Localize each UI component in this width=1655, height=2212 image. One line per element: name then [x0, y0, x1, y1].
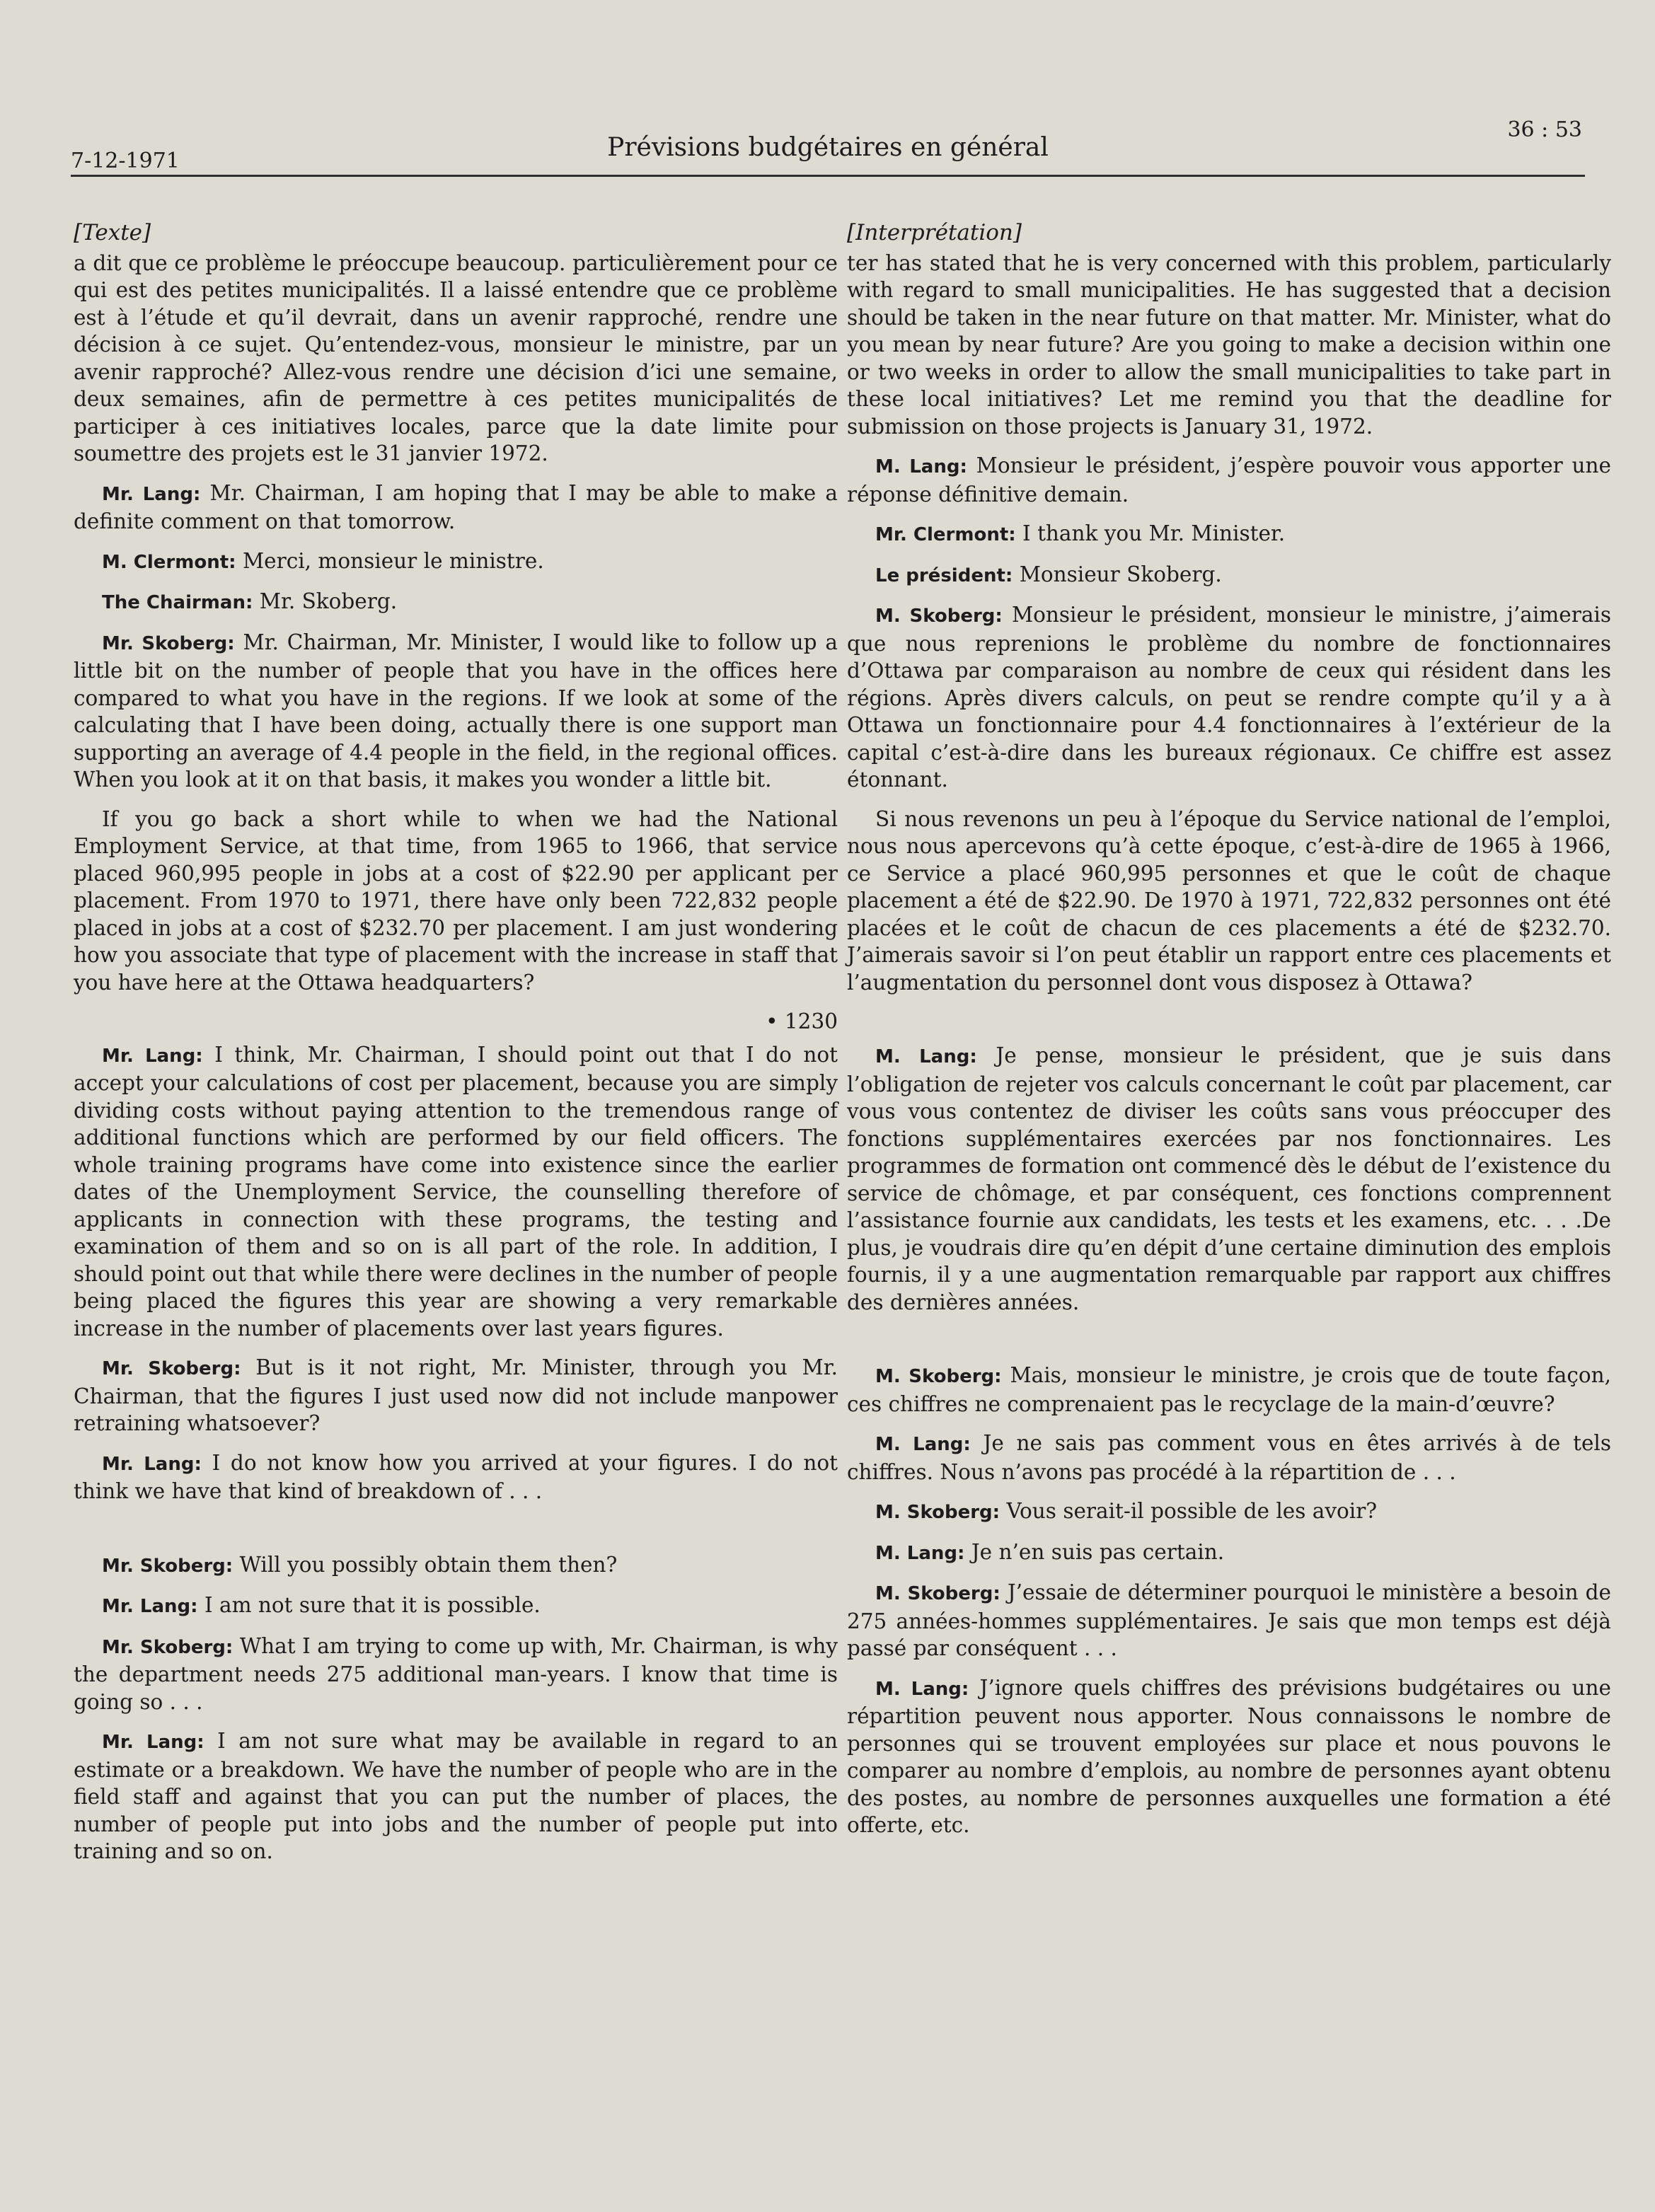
paragraph: ter has stated that he is very concerned with this problem, particularly with regard to small municipalities. He has suggested that a decision should be taken in the near future on that matter. Mr. Minister, what do you mean by near future? Are you going to make a decision within one or two weeks in order to allow the small municipalities to take part in these local initiatives? Let me remind you that the deadline for submission on those projects is January 31, 1972.	[847, 250, 1611, 439]
speech-text: I am not sure what may be available in regard to an estimate or a breakdown. We have the number of people who are in the field staff and against that you can put the number of places, the number of people put into jobs and the number of people put into training and so on.	[74, 1729, 838, 1863]
speaker-name: Mr. Lang:	[102, 1596, 198, 1617]
speaker-name: M. Skoberg:	[875, 1366, 1002, 1387]
speech-paragraph	[74, 548, 838, 577]
speech-text: I am not sure that it is possible.	[204, 1593, 541, 1617]
speaker-name: M. Clermont:	[102, 551, 236, 573]
header-date: 7-12-1971	[71, 149, 180, 173]
speech-paragraph	[74, 629, 838, 794]
header-rule	[71, 175, 1585, 177]
speech-text: Monsieur Skoberg.	[1019, 562, 1222, 586]
speaker-name: Mr. Lang:	[102, 1045, 203, 1067]
header-title: Prévisions budgétaires en général	[607, 133, 1049, 162]
speech-text: J’essaie de déterminer pourquoi le ministère a besoin de 275 années-hommes supplémentaires. Je sais que mon temps est déjà passé par conséquent . . .	[847, 1580, 1611, 1660]
speech-paragraph	[847, 1042, 1611, 1316]
left-column-english	[74, 219, 838, 1877]
right-column-french	[847, 219, 1611, 1851]
speech-text: But is it not right, Mr. Minister, through you Mr. Chairman, that the figures I just used now did not include manpower retraining whatsoever?	[74, 1355, 838, 1435]
speaker-name: Mr. Lang:	[102, 1453, 202, 1475]
page-number: 36 : 53	[1507, 117, 1582, 142]
spacer	[847, 1008, 1611, 1042]
speech-paragraph	[74, 480, 838, 535]
speaker-name: Mr. Skoberg:	[102, 1358, 241, 1379]
speech-text: Je pense, monsieur le président, que je suis dans l’obligation de rejeter vos calculs concernant le coût par placement, car vous vous contentez de diviser les coûts sans vous préoccuper des fonctions supplémentaires exercées par nos fonctionnaires. Les programmes de formation ont commencé dès le début de l’existence du service de chômage, et par conséquent, ces fonctions comprennent l’assistance fournie aux candidats, les tests et les examens, etc. . . .De plus, je voudrais dire qu’en dépit d’une certaine diminution des emplois fournis, il y a une augmentation remarquable par rapport aux chiffres des dernières années.	[847, 1043, 1611, 1314]
speech-paragraph	[74, 1633, 838, 1716]
speech-text: What I am trying to come up with, Mr. Chairman, is why the department needs 275 additional man-years. I know that time is going so . . .	[74, 1633, 838, 1714]
speech-text: I do not know how you arrived at your figures. I do not think we have that kind of breakdown of . . .	[74, 1450, 838, 1503]
speech-text: I think, Mr. Chairman, I should point out that I do not accept your calculations of cost per placement, because you are simply dividing costs without paying attention to the tremendous range of additional functions which are performed by our field officers. The whole training programs have come into existence since the earlier dates of the Unemployment Service, the counselling therefore of applicants in connection with these programs, the testing and examination of them and so on is all part of the role. In addition, I should point out that while there were declines in the number of people being placed the figures this year are showing a very remarkable increase in the number of placements over last years figures.	[74, 1042, 838, 1340]
speech-text: Je n’en suis pas certain.	[971, 1539, 1225, 1564]
speaker-name: M. Lang:	[875, 1678, 969, 1700]
speech-text: Mr. Chairman, I am hoping that I may be able to make a definite comment on that tomorrow.	[74, 480, 838, 533]
speech-text: Vous serait-il possible de les avoir?	[1006, 1499, 1378, 1523]
speaker-name: M. Lang:	[875, 1046, 977, 1067]
speaker-name: Mr. Lang:	[102, 483, 201, 505]
speech-paragraph	[847, 1674, 1611, 1839]
spacer	[847, 1328, 1611, 1362]
speech-paragraph	[847, 1579, 1611, 1662]
paragraph: If you go back a short while to when we had the National Employment Service, at that time, from 1965 to 1966, that service placed 960,995 people in jobs at a cost of $22.90 per applicant per placement. From 1970 to 1971, there have only been 722,832 people placed in jobs at a cost of $232.70 per placement. I am just wondering how you associate that type of placement with the increase in staff that you have here at the Ottawa headquarters?	[74, 806, 838, 995]
speaker-name: M. Skoberg:	[875, 1583, 1001, 1604]
speech-paragraph	[74, 1727, 838, 1865]
speech-paragraph	[847, 452, 1611, 508]
speaker-name: Mr. Skoberg:	[102, 632, 235, 654]
speech-paragraph	[847, 1539, 1611, 1568]
speaker-name: Le président:	[875, 564, 1013, 586]
speech-paragraph	[847, 1362, 1611, 1418]
section-label-interpretation: [Interprétation]	[847, 220, 1022, 245]
speech-paragraph	[74, 1041, 838, 1343]
page-header	[71, 117, 1585, 177]
spacer	[74, 1517, 838, 1551]
speech-paragraph	[847, 1430, 1611, 1486]
speech-text: Monsieur le président, j’espère pouvoir vous apporter une réponse définitive demain.	[847, 453, 1611, 506]
speech-text: Mais, monsieur le ministre, je crois que de toute façon, ces chiffres ne comprenaient pas le recyclage de la main-d’œuvre?	[847, 1363, 1611, 1416]
speech-text: Monsieur le président, monsieur le ministre, j’aimerais que nous reprenions le problème du nombre de fonctionnaires d’Ottawa par comparaison au nombre de ceux qui résident dans les régions. Après divers calculs, on peut se rendre compte qu’il y a à Ottawa un fonctionnaire pour 4.4 fonctionnaires à l’extérieur de la capital c’est-à-dire dans les bureaux régionaux. Ce chiffre est assez étonnant.	[847, 603, 1611, 792]
speaker-name: Mr. Skoberg:	[102, 1555, 233, 1577]
speech-text: I thank you Mr. Minister.	[1022, 521, 1286, 545]
section-label-texte: [Texte]	[74, 220, 151, 245]
speech-text: Je ne sais pas comment vous en êtes arrivés à de tels chiffres. Nous n’avons pas procédé à la répartition de . . .	[847, 1431, 1611, 1484]
speaker-name: M. Lang:	[875, 1434, 971, 1455]
speaker-name: Mr. Clermont:	[875, 524, 1016, 545]
speech-paragraph	[847, 601, 1611, 794]
paragraph: Si nous revenons un peu à l’époque du Service national de l’emploi, nous nous apercevons qu’à cette époque, c’est-à-dire de 1965 à 1966, ce Service a placé 960,995 personnes et que le coût de chaque placement a été de $22.90. De 1970 à 1971, 722,832 personnes ont été placées et le coût de chacun de ces placements a été de $232.70. J’aimerais savoir si l’on peut établir un rapport entre ces placements et l’augmentation du personnel dont vous disposez à Ottawa?	[847, 806, 1611, 995]
speech-text: Merci, monsieur le ministre.	[242, 548, 544, 573]
speech-text: Mr. Skoberg.	[259, 589, 398, 613]
speech-text: J’ignore quels chiffres des prévisions budgétaires ou une répartition peuvent nous apporter. Nous connaissons le nombre de personnes qui se trouvent employées sur place et nous pouvons le comparer au nombre d’emplois, au nombre de personnes ayant obtenu des postes, au nombre de personnes auxquelles une formation a été offerte, etc.	[847, 1675, 1611, 1837]
paragraph: a dit que ce problème le préoccupe beaucoup. particulièrement pour ce qui est des petites municipalités. Il a laissé entendre que ce problème est à l’étude et qu’il devrait, dans un avenir rapproché, rendre une décision à ce sujet. Qu’entendez-vous, monsieur le ministre, par un avenir rapproché? Allez-vous rendre une décision d’ici une semaine, deux semaines, afin de permettre à ces petites municipalités de participer à ces initiatives locales, parce que la date limite pour soumettre des projets est le 31 janvier 1972.	[74, 250, 838, 465]
speaker-name: Mr. Lang:	[102, 1732, 204, 1753]
speech-paragraph	[74, 1354, 838, 1437]
speech-paragraph	[847, 561, 1611, 590]
speech-paragraph	[847, 520, 1611, 549]
speaker-name: Mr. Skoberg:	[102, 1636, 233, 1658]
speech-paragraph	[74, 1551, 838, 1580]
speech-text: Will you possibly obtain them then?	[239, 1552, 618, 1577]
speaker-name: M. Skoberg:	[875, 606, 1003, 627]
speech-paragraph	[74, 1449, 838, 1505]
time-marker: • 1230	[766, 1009, 838, 1033]
speaker-name: M. Lang:	[875, 456, 967, 477]
speech-paragraph	[74, 1592, 838, 1621]
speech-paragraph	[847, 1498, 1611, 1527]
speech-text: Mr. Chairman, Mr. Minister, I would like to follow up a little bit on the number of people that you have in the offices here compared to what you have in the regions. If we look at some of the calculating that I have been doing, actually there is one support man supporting an average of 4.4 people in the field, in the regional offices. When you look at it on that basis, it makes you wonder a little bit.	[74, 630, 838, 792]
speaker-name: M. Skoberg:	[875, 1502, 1001, 1523]
speaker-name: The Chairman:	[102, 592, 253, 613]
speaker-name: M. Lang:	[875, 1542, 965, 1564]
speech-paragraph	[74, 588, 838, 617]
